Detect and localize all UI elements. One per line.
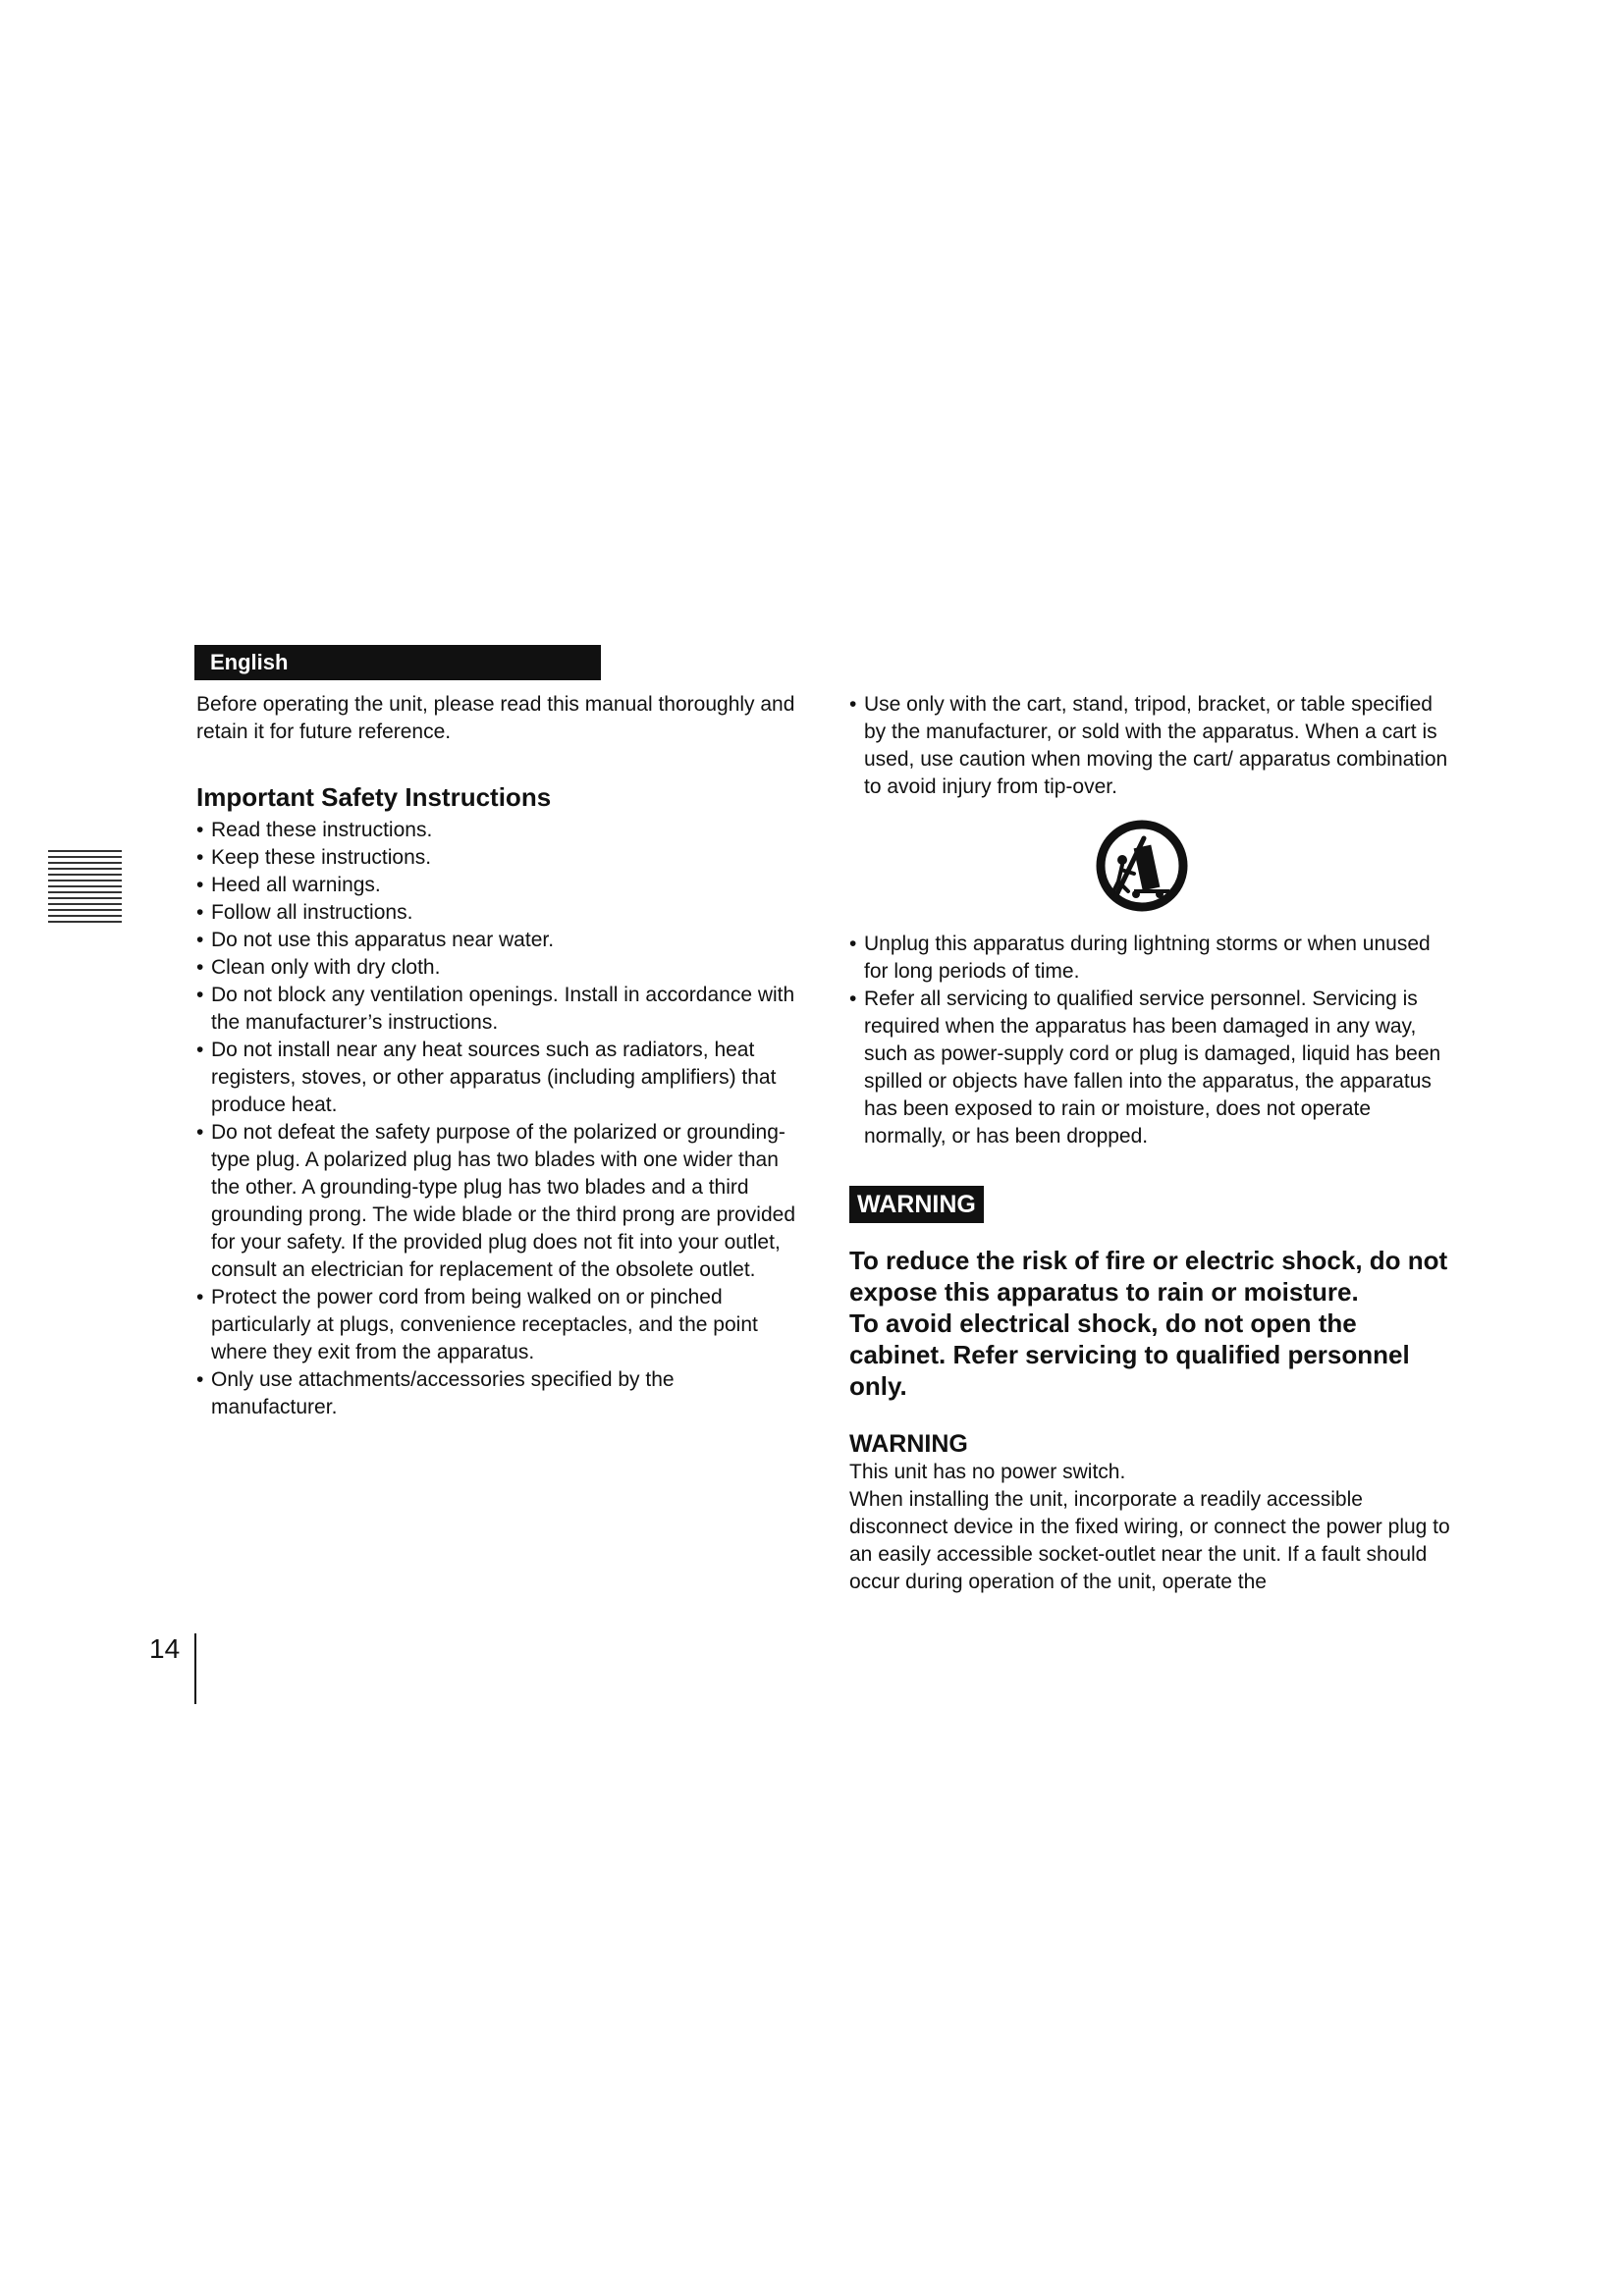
warning-line: To reduce the risk of fire or electric shock, do not expose this apparatus to rain or moisture. [849, 1246, 1448, 1307]
list-item: • Follow all instructions. [196, 899, 795, 927]
safety-title: Important Safety Instructions [196, 782, 552, 812]
left-column [196, 691, 795, 1421]
section-tab-marker [48, 850, 122, 927]
warning-heading: WARNING [849, 1430, 968, 1458]
cart-tip-over-warning-icon [849, 819, 1453, 913]
warning-line: To avoid electrical shock, do not open the cabinet. Refer servicing to qualified personnel only. [849, 1308, 1410, 1401]
warning-text: When installing the unit, incorporate a readily accessible disconnect device in the fixed wiring, or connect the power plug to an easily accessible socket-outlet near the unit. If a fault should occur during operation of the unit, operate the [849, 1488, 1450, 1593]
page-number: 14 [149, 1633, 181, 1664]
list-item: • Use only with the cart, stand, tripod, bracket, or table specified by the manufacturer, or sold with the apparatus. When a cart is used, use caution when moving the cart/ apparatus combination to avoid injury from tip-over. [849, 691, 1453, 801]
warning-statement [849, 1245, 1453, 1402]
safety-list-right-top [849, 691, 1453, 801]
safety-list-left [196, 817, 795, 1421]
list-item: • Keep these instructions. [196, 844, 795, 872]
list-item: • Unplug this apparatus during lightning storms or when unused for long periods of time. [849, 931, 1453, 986]
right-column [849, 691, 1453, 1596]
page-number-rule [194, 1633, 196, 1704]
list-item: • Refer all servicing to qualified service personnel. Servicing is required when the apparatus has been damaged in any way, such as power-supply cord or plug is damaged, liquid has been spilled or objects have fallen into the apparatus, the apparatus has been exposed to rain or moisture, does not operate normally, or has been dropped. [849, 986, 1453, 1150]
list-item: • Do not defeat the safety purpose of the polarized or grounding-type plug. A polarized plug has two blades with one wider than the other. A grounding-type plug has two blades and a third grounding prong. The wide blade or the third prong are provided for your safety. If the provided plug does not fit into your outlet, consult an electrician for replacement of the obsolete outlet. [196, 1119, 795, 1284]
list-item: • Heed all warnings. [196, 872, 795, 899]
list-item: • Clean only with dry cloth. [196, 954, 795, 982]
list-item: • Do not block any ventilation openings. Install in accordance with the manufacturer’s instructions. [196, 982, 795, 1037]
list-item: • Do not install near any heat sources such as radiators, heat registers, stoves, or other apparatus (including amplifiers) that produce heat. [196, 1037, 795, 1119]
list-item: • Protect the power cord from being walked on or pinched particularly at plugs, convenience receptacles, and the point where they exit from the apparatus. [196, 1284, 795, 1366]
warning-text: This unit has no power switch. [849, 1461, 1126, 1483]
list-item: • Read these instructions. [196, 817, 795, 844]
language-label: English [194, 645, 601, 680]
safety-list-right-bottom [849, 931, 1453, 1150]
warning-label-box: WARNING [849, 1186, 984, 1223]
list-item: • Do not use this apparatus near water. [196, 927, 795, 954]
intro-text: Before operating the unit, please read this manual thoroughly and retain it for future reference. [196, 693, 795, 743]
list-item: • Only use attachments/accessories specified by the manufacturer. [196, 1366, 795, 1421]
